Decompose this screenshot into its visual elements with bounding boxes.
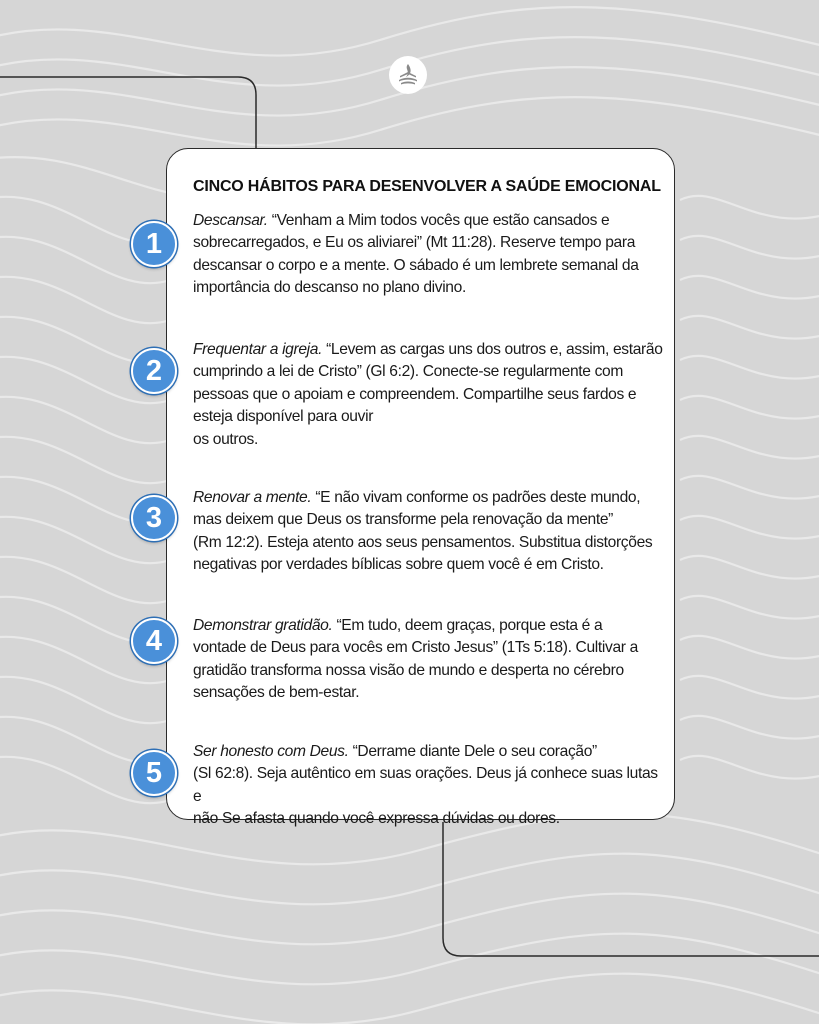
number-badge-1: 1: [131, 221, 177, 267]
number-badge-2: 2: [131, 348, 177, 394]
habit-text-line: “Em tudo, deem graças, porque esta é a: [332, 617, 603, 634]
habit-item-5: [193, 741, 665, 831]
habit-item-2: [193, 339, 665, 451]
habit-text-line: esteja disponível para ouvir: [193, 408, 374, 426]
habit-text-line: “E não vivam conforme os padrões deste mundo,: [311, 489, 641, 506]
habit-text-line: sobrecarregados, e Eu os aliviarei” (Mt 11:28). Reserve tempo para: [193, 234, 636, 252]
habit-text-line: gratidão transforma nossa visão de mundo e desperta no cérebro: [193, 661, 624, 679]
church-flame-logo-icon: [389, 56, 427, 94]
habit-text-line: negativas por verdades bíblicas sobre quem você é em Cristo.: [193, 556, 604, 574]
habit-name: Renovar a mente.: [193, 489, 312, 506]
habit-name: Frequentar a igreja.: [193, 341, 323, 358]
number-badge-5: 5: [131, 750, 177, 796]
habit-text-line: importância do descanso no plano divino.: [193, 279, 466, 297]
number-badge-4: 4: [131, 618, 177, 664]
card-title: CINCO HÁBITOS PARA DESENVOLVER A SAÚDE EMOCIONAL: [193, 178, 661, 195]
habit-item-3: [193, 487, 665, 577]
habit-text-line: sensações de bem-estar.: [193, 684, 360, 702]
habit-item-4: [193, 615, 665, 705]
habit-text-line: (Rm 12:2). Esteja atento aos seus pensamentos. Substitua distorções: [193, 533, 653, 551]
habit-name: Descansar.: [193, 212, 268, 229]
habit-text-line: não Se afasta quando você expressa dúvidas ou dores.: [193, 810, 560, 828]
habit-text-line: “Derrame diante Dele o seu coração”: [348, 743, 597, 760]
habit-text-line: os outros.: [193, 430, 258, 448]
habit-text-line: mas deixem que Deus os transforme pela renovação da mente”: [193, 511, 614, 529]
habit-text-line: cumprindo a lei de Cristo” (Gl 6:2). Conecte-se regularmente com: [193, 363, 624, 381]
habit-text-line: “Venham a Mim todos vocês que estão cansados e: [267, 212, 610, 229]
habit-text-line: vontade de Deus para vocês em Cristo Jesus” (1Ts 5:18). Cultivar a: [193, 639, 638, 657]
habit-text-line: (Sl 62:8). Seja autêntico em suas orações. Deus já conhece suas lutas e: [193, 765, 658, 805]
habit-item-1: [193, 210, 665, 300]
habit-text-line: descansar o corpo e a mente. O sábado é um lembrete semanal da: [193, 256, 639, 274]
habit-text-line: “Levem as cargas uns dos outros e, assim, estarão: [322, 341, 663, 358]
number-badge-3: 3: [131, 495, 177, 541]
habit-text-line: pessoas que o apoiam e compreendem. Compartilhe seus fardos e: [193, 385, 637, 403]
habit-name: Demonstrar gratidão.: [193, 617, 333, 634]
habit-name: Ser honesto com Deus.: [193, 743, 349, 760]
